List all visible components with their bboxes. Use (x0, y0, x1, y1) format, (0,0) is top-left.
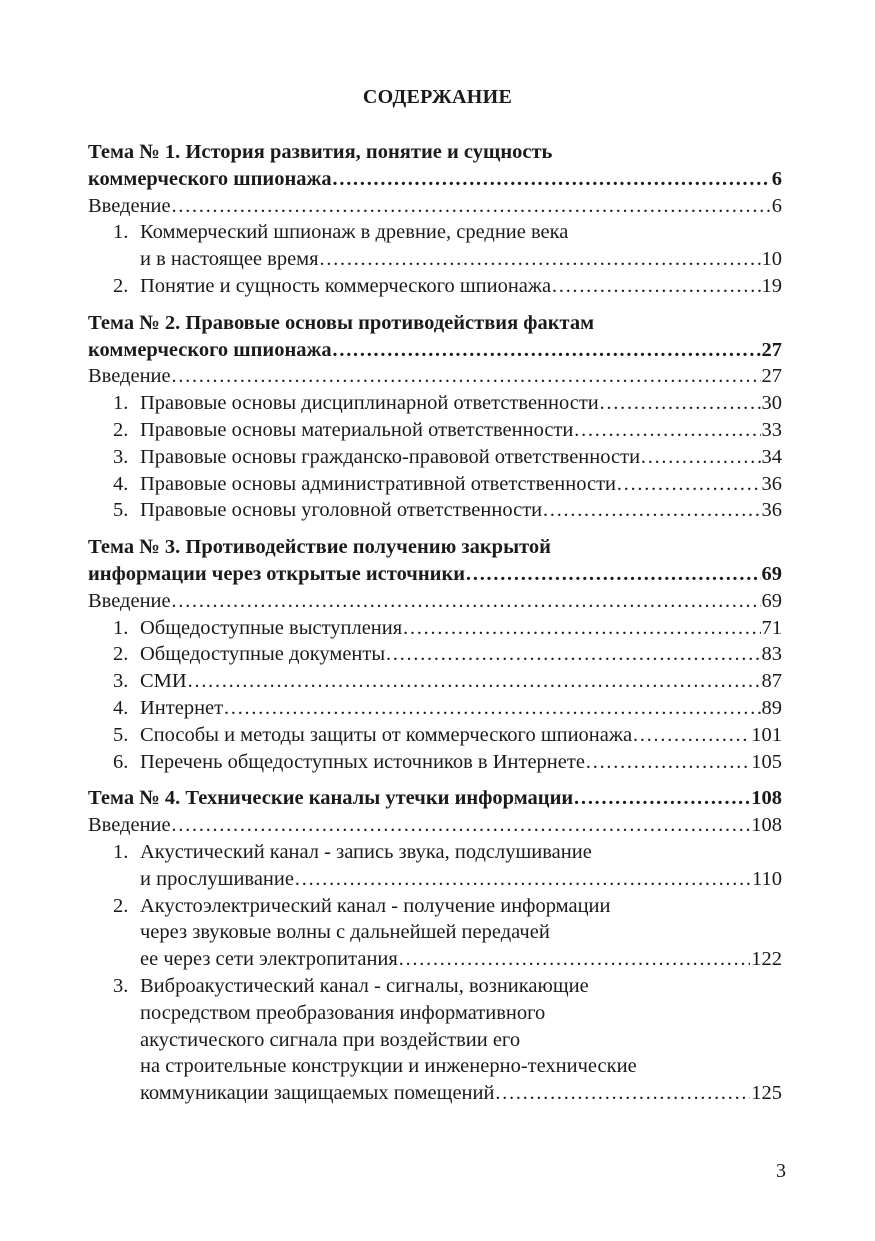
toc-item (88, 219, 782, 273)
toc-page-number: 87 (761, 670, 782, 693)
toc-entry-text: Тема № 4. Технические каналы утечки информации (88, 787, 574, 810)
toc-line[interactable] (88, 219, 782, 246)
toc-line[interactable] (88, 695, 782, 722)
toc-item (88, 668, 782, 695)
toc-entry-text: Правовые основы дисциплинарной ответственности (140, 392, 599, 415)
toc-page-number: 108 (751, 814, 782, 837)
item-number: 2. (113, 274, 129, 297)
toc-page-number: 33 (761, 418, 782, 441)
dot-leader (585, 749, 750, 776)
toc-entry-text: Тема № 3. Противодействие получению закрытой (88, 536, 551, 559)
toc-entry-text: Введение (88, 365, 171, 388)
toc-entry-text: коммерческого шпионажа (88, 167, 332, 190)
toc-line[interactable] (88, 497, 782, 524)
dot-leader (599, 390, 761, 417)
toc-entry-text: Введение (88, 589, 171, 612)
item-number: 1. (113, 840, 129, 863)
toc-entry-text: Перечень общедоступных источников в Интернете (140, 750, 585, 773)
toc-item (88, 695, 782, 722)
toc-entry-text: Общедоступные документы (140, 643, 386, 666)
toc-entry-text: коммерческого шпионажа (88, 338, 332, 361)
dot-leader (616, 471, 761, 498)
toc-entry-text: Коммерческий шпионаж в древние, средние века (140, 221, 569, 244)
toc-line[interactable] (88, 812, 782, 839)
toc-entry-text: Общедоступные выступления (140, 616, 403, 639)
toc-item (88, 749, 782, 776)
toc-item (88, 390, 782, 417)
toc-line[interactable] (88, 1000, 782, 1027)
toc-item (88, 471, 782, 498)
dot-leader (494, 1080, 750, 1107)
page-number: 3 (776, 1160, 786, 1182)
toc-page-number: 27 (761, 338, 782, 361)
toc-entry-text: Введение (88, 814, 171, 837)
toc-line[interactable] (88, 588, 782, 615)
toc-entry-text: на строительные конструкции и инженерно-технические (140, 1055, 637, 1078)
toc-line[interactable] (88, 363, 782, 390)
toc-line[interactable] (88, 668, 782, 695)
dot-leader (573, 785, 750, 812)
item-number: 3. (113, 670, 129, 693)
item-number: 3. (113, 974, 129, 997)
dot-leader (542, 497, 760, 524)
toc-page-number: 125 (751, 1082, 782, 1105)
toc-section (88, 785, 782, 1107)
toc-entry-text: Тема № 1. История развития, понятие и сущность (88, 141, 553, 163)
toc-line[interactable] (88, 1080, 782, 1107)
toc-entry-text: Введение (88, 194, 171, 217)
toc-line[interactable] (88, 919, 782, 946)
toc-page-number: 71 (761, 616, 782, 639)
toc-entry-text: СМИ (140, 670, 187, 693)
table-of-contents (88, 139, 782, 1107)
toc-line[interactable] (88, 166, 782, 193)
toc-section (88, 534, 782, 775)
item-number: 1. (113, 616, 129, 639)
item-number: 1. (113, 392, 129, 415)
toc-line[interactable] (88, 444, 782, 471)
toc-page-number: 122 (751, 948, 782, 971)
toc-entry-text: Интернет (140, 696, 224, 719)
toc-entry-text: Правовые основы уголовной ответственности (140, 499, 543, 522)
toc-page-number: 19 (761, 274, 782, 297)
dot-leader (187, 668, 761, 695)
toc-entry-text: и в настоящее время (140, 248, 319, 271)
toc-line[interactable] (88, 193, 782, 220)
toc-item (88, 893, 782, 973)
toc-line[interactable] (88, 722, 782, 749)
toc-entry-text: Тема № 2. Правовые основы противодействия фактам (88, 311, 595, 334)
toc-line[interactable] (88, 785, 782, 812)
dot-leader (332, 166, 771, 193)
toc-item (88, 273, 782, 300)
toc-entry-text: и прослушивание (140, 867, 294, 890)
toc-title: СОДЕРЖАНИЕ (362, 86, 513, 108)
item-number: 5. (113, 499, 129, 522)
toc-entry-text: Виброакустический канал - сигналы, возникающие (140, 974, 589, 997)
toc-line[interactable] (88, 1027, 782, 1054)
toc-page-number: 10 (761, 248, 782, 271)
toc-line[interactable] (88, 973, 782, 1000)
item-number: 2. (113, 894, 129, 917)
toc-page-number: 69 (761, 589, 782, 612)
item-number: 6. (113, 750, 129, 773)
toc-item (88, 722, 782, 749)
toc-line[interactable] (88, 641, 782, 668)
item-number: 2. (113, 643, 129, 666)
toc-line[interactable] (88, 246, 782, 273)
dot-leader (171, 363, 761, 390)
toc-page-number: 27 (761, 365, 782, 388)
toc-entry-text: Правовые основы административной ответственности (140, 472, 616, 495)
toc-page-number: 36 (761, 499, 782, 522)
toc-entry-text: Акустоэлектрический канал - получение информации (140, 894, 611, 917)
toc-entry-text: акустического сигнала при воздействии его (140, 1028, 521, 1051)
toc-line[interactable] (88, 273, 782, 300)
dot-leader (171, 812, 751, 839)
toc-page-number: 36 (761, 472, 782, 495)
toc-section (88, 310, 782, 524)
toc-line[interactable] (88, 337, 782, 364)
dot-leader (465, 561, 760, 588)
toc-line[interactable] (88, 749, 782, 776)
toc-page-number: 105 (751, 750, 782, 773)
item-number: 4. (113, 472, 129, 495)
toc-line[interactable] (88, 471, 782, 498)
toc-line[interactable] (88, 866, 782, 893)
toc-entry-text: коммуникации защищаемых помещений (140, 1082, 495, 1105)
toc-entry-text: ее через сети электропитания (140, 948, 398, 971)
toc-page-number: 108 (751, 787, 782, 810)
toc-line[interactable] (88, 390, 782, 417)
item-number: 1. (113, 221, 129, 244)
toc-section (88, 139, 782, 300)
toc-item (88, 444, 782, 471)
dot-leader (632, 722, 750, 749)
item-number: 5. (113, 723, 129, 746)
dot-leader (402, 615, 760, 642)
dot-leader (640, 444, 760, 471)
toc-page-number: 83 (761, 643, 782, 666)
dot-leader (319, 246, 761, 273)
item-number: 3. (113, 445, 129, 468)
toc-entry-text: Правовые основы гражданско-правовой ответственности (140, 445, 641, 468)
dot-leader (385, 641, 760, 668)
toc-line[interactable] (88, 310, 782, 337)
toc-line[interactable] (88, 417, 782, 444)
dot-leader (171, 193, 771, 220)
toc-item (88, 839, 782, 893)
toc-line[interactable] (88, 534, 782, 561)
item-number: 4. (113, 696, 129, 719)
toc-page-number: 89 (761, 696, 782, 719)
toc-page-number: 69 (761, 562, 782, 585)
toc-entry-text: через звуковые волны с дальнейшей передачей (140, 921, 550, 944)
toc-item (88, 417, 782, 444)
toc-line[interactable] (88, 561, 782, 588)
dot-leader (332, 337, 761, 364)
dot-leader (171, 588, 761, 615)
toc-entry-text: посредством преобразования информативного (140, 1001, 546, 1024)
toc-entry-text: Правовые основы материальной ответственности (140, 418, 574, 441)
toc-page-number: 101 (751, 723, 782, 746)
toc-page-number: 6 (771, 167, 782, 190)
dot-leader (294, 866, 751, 893)
toc-page-number: 34 (761, 445, 782, 468)
toc-entry-text: Понятие и сущность коммерческого шпионажа (140, 274, 552, 297)
toc-entry-text: Способы и методы защиты от коммерческого шпионажа (140, 723, 633, 746)
toc-page-number: 30 (761, 392, 782, 415)
dot-leader (398, 946, 750, 973)
toc-line[interactable] (88, 615, 782, 642)
toc-item (88, 615, 782, 642)
toc-line[interactable] (88, 839, 782, 866)
toc-entry-text: информации через открытые источники (88, 562, 466, 585)
toc-page-number: 6 (771, 194, 782, 217)
dot-leader (573, 417, 760, 444)
toc-item (88, 497, 782, 524)
toc-item (88, 973, 782, 1107)
toc-line[interactable] (88, 1053, 782, 1080)
toc-page-number: 110 (752, 867, 782, 890)
toc-line[interactable] (88, 893, 782, 920)
toc-line[interactable] (88, 139, 782, 166)
toc-entry-text: Акустический канал - запись звука, подслушивание (140, 840, 592, 863)
toc-line[interactable] (88, 946, 782, 973)
item-number: 2. (113, 418, 129, 441)
dot-leader (551, 273, 760, 300)
toc-item (88, 641, 782, 668)
dot-leader (223, 695, 760, 722)
